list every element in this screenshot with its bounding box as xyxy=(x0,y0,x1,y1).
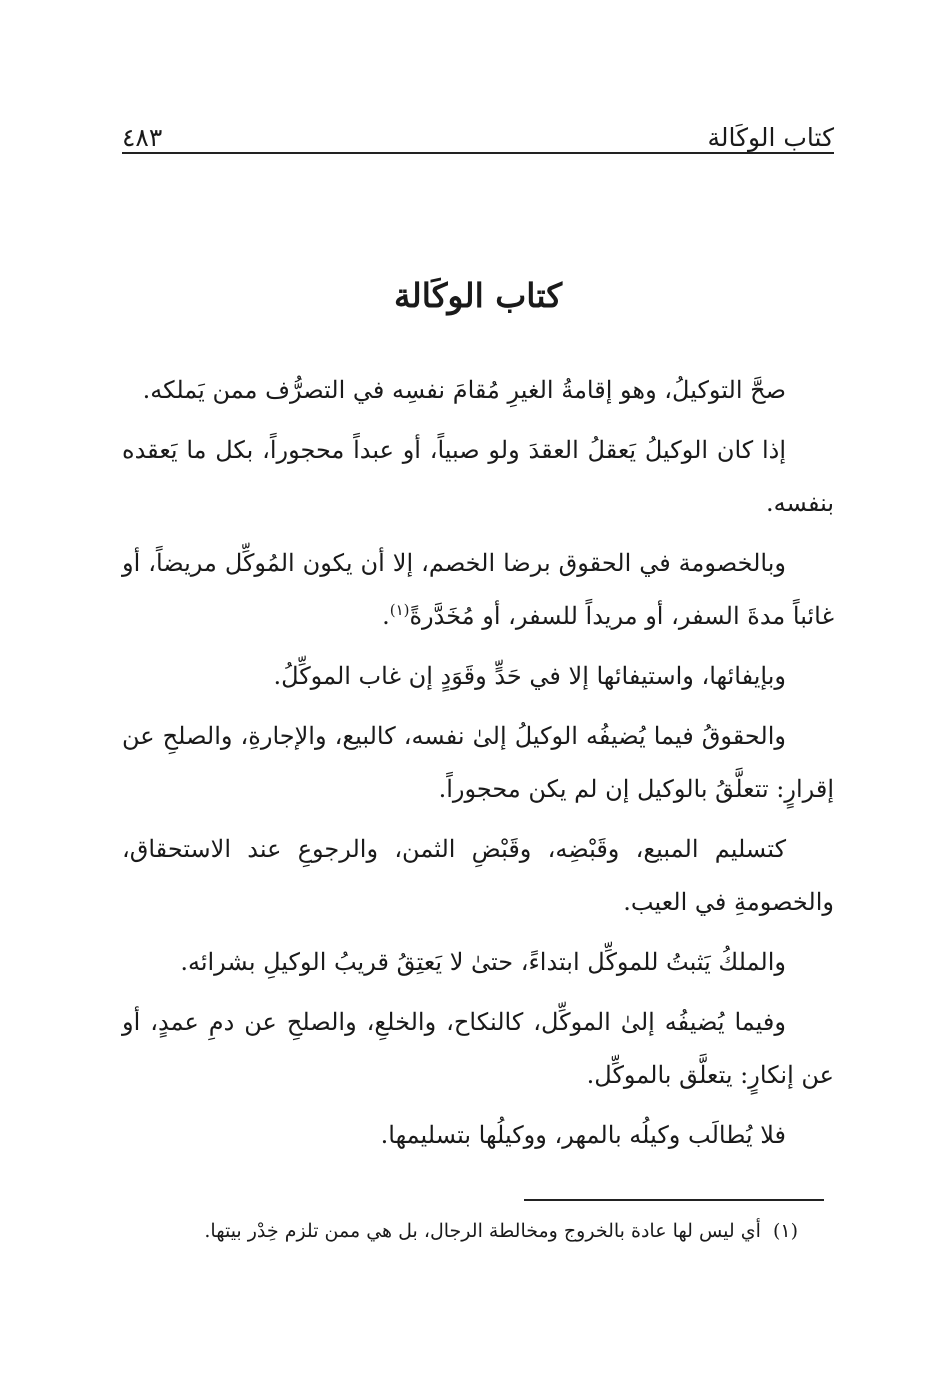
footnote xyxy=(122,1214,798,1248)
paragraph-9: فلا يُطالَب وكيلُه بالمهر، ووكيلُها بتسليمها. xyxy=(380,1121,786,1149)
footnote-rule xyxy=(524,1199,824,1201)
running-title: كتاب الوكَالة xyxy=(707,123,834,152)
running-header xyxy=(122,112,834,152)
page-number: ٤٨٣ xyxy=(122,123,163,152)
paragraph-4: وبإيفائها، واستيفائها إلا في حَدٍّ وقَوَدٍ إن غاب الموكِّلُ. xyxy=(273,662,786,690)
paragraph-3-text: وبالخصومة في الحقوق برضا الخصم، إلا أن يكون المُوكِّل مريضاً، أو غائباً مدةَ السفر، أو مريداً للسفر، أو مُخَدَّرةً xyxy=(122,549,834,630)
footnote-text: أي ليس لها عادة بالخروج ومخالطة الرجال، بل هي ممن تلزم خِدْر بيتها. xyxy=(204,1220,761,1242)
paragraph-6: كتسليم المبيع، وقَبْضِه، وقَبْضِ الثمن، والرجوعِ عند الاستحقاق، والخصومةِ في العيب. xyxy=(122,835,834,916)
header-rule xyxy=(122,152,834,154)
paragraph-2: إذا كان الوكيلُ يَعقلُ العقدَ ولو صبياً، أو عبداً محجوراً، بكل ما يَعقده بنفسه. xyxy=(122,436,834,517)
paragraph-8: وفيما يُضيفُه إلىٰ الموكِّل، كالنكاح، والخلعِ، والصلحِ عن دمِ عمدٍ، أو عن إنكارٍ: يتعلَّق بالموكِّل. xyxy=(122,1008,834,1089)
paragraph-5: والحقوقُ فيما يُضيفُه الوكيلُ إلىٰ نفسه، كالبيع، والإجارةِ، والصلحِ عن إقرارٍ: تتعلَّقُ بالوكيل إن لم يكن محجوراً. xyxy=(122,722,834,803)
footnote-number: (١) xyxy=(772,1220,798,1242)
footnote-marker: (١) xyxy=(389,601,410,619)
chapter-title: كتاب الوكَالة xyxy=(393,276,563,315)
body-text xyxy=(122,364,834,1169)
paragraph-1: صحَّ التوكيلُ، وهو إقامةُ الغيرِ مُقامَ نفسِه في التصرُّف ممن يَملكه. xyxy=(142,376,786,404)
paragraph-7: والملكُ يَثبتُ للموكِّل ابتداءً، حتىٰ لا يَعتِقُ قريبُ الوكيلِ بشرائه. xyxy=(180,948,786,976)
paragraph-3: وبالخصومة في الحقوق برضا الخصم، إلا أن يكون المُوكِّل مريضاً، أو غائباً مدةَ السفر، أو مريداً للسفر، أو مُخَدَّرةً$^{(١)}$. xyxy=(122,549,834,630)
